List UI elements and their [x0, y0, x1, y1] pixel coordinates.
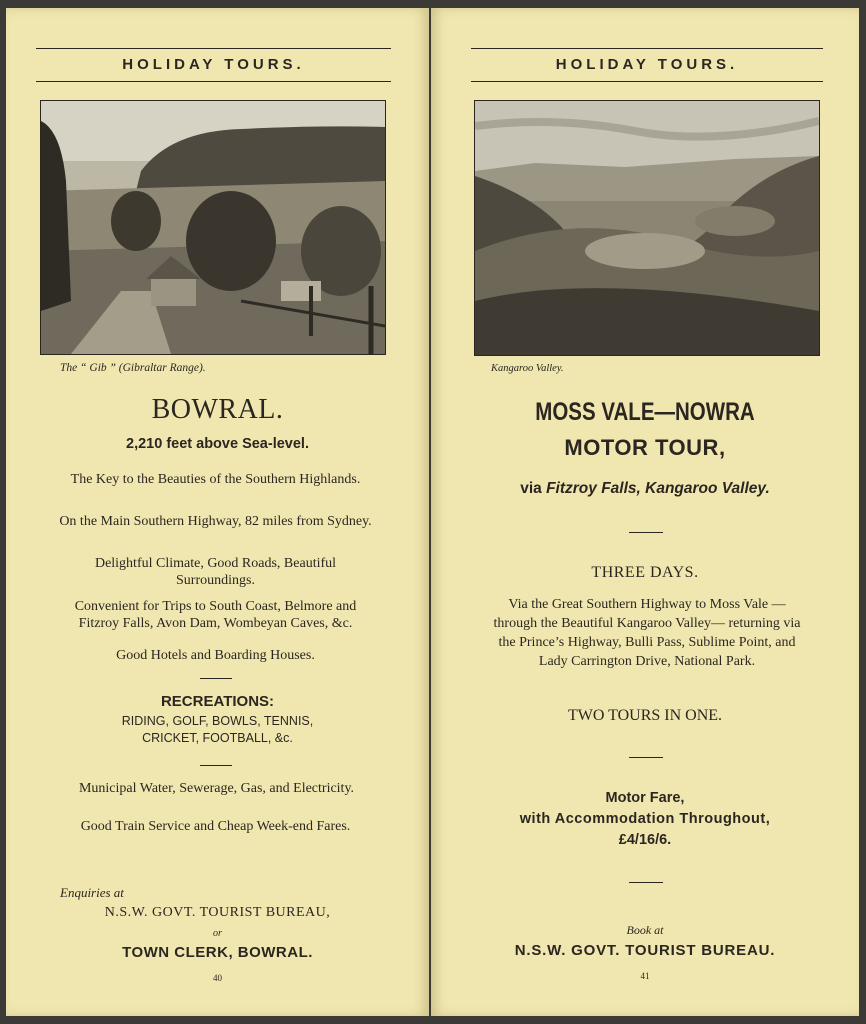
- paragraph-4: Convenient for Trips to South Coast, Belmore and Fitzroy Falls, Avon Dam, Wombeyan Caves, &c.: [74, 599, 357, 631]
- gib-landscape-image: [41, 101, 385, 354]
- page-header: HOLIDAY TOURS.: [36, 48, 391, 82]
- photo-caption: Kangaroo Valley.: [491, 363, 564, 374]
- or-label: or: [213, 928, 222, 939]
- recreations-line-1: RIDING, GOLF, BOWLS, TENNIS,: [121, 714, 314, 728]
- fare-description: with Accommodation Throughout,: [519, 811, 771, 827]
- elevation-subtitle: 2,210 feet above Sea-level.: [126, 436, 309, 452]
- services-1: Municipal Water, Sewerage, Gas, and Electricity.: [78, 781, 355, 796]
- tour-title-2: MOTOR TOUR,: [564, 435, 726, 460]
- page-number: 41: [640, 971, 650, 981]
- divider: [200, 678, 232, 679]
- bureau-name: N.S.W. GOVT. TOURIST BUREAU,: [104, 905, 331, 920]
- fare-price: £4/16/6.: [618, 832, 672, 848]
- recreations-heading: RECREATIONS:: [160, 693, 275, 710]
- divider: [629, 532, 663, 533]
- divider: [629, 882, 663, 883]
- town-clerk: TOWN CLERK, BOWRAL.: [122, 944, 313, 961]
- tour-title: MOSS VALE—NOWRA: [535, 398, 755, 426]
- divider: [200, 765, 232, 766]
- paragraph-5: Good Hotels and Boarding Houses.: [116, 648, 315, 663]
- valley-landscape-image: [475, 101, 819, 355]
- divider: [629, 757, 663, 758]
- bureau-name: N.S.W. GOVT. TOURIST BUREAU.: [514, 942, 776, 959]
- fare-label: Motor Fare,: [605, 790, 685, 806]
- tour-duration: THREE DAYS.: [591, 564, 699, 581]
- book-at-label: Book at: [626, 923, 664, 937]
- kangaroo-valley-photo: [474, 100, 820, 356]
- paragraph-2: On the Main Southern Highway, 82 miles from Sydney.: [59, 514, 372, 529]
- tour-via: [431, 480, 859, 498]
- photo-caption: The “ Gib ” (Gibraltar Range).: [60, 362, 206, 374]
- gib-photo: [40, 100, 386, 355]
- left-page: [6, 8, 429, 1016]
- services-2: Good Train Service and Cheap Week-end Fares.: [80, 819, 351, 834]
- enquiries-label: Enquiries at: [60, 885, 124, 900]
- paragraph-3: Delightful Climate, Good Roads, Beautiful Surroundings.: [94, 556, 337, 588]
- paragraph-1: The Key to the Beauties of the Southern Highlands.: [70, 472, 361, 487]
- right-page: [431, 8, 859, 1016]
- town-title: BOWRAL.: [151, 394, 284, 425]
- page-header: HOLIDAY TOURS.: [471, 48, 823, 82]
- two-tours: TWO TOURS IN ONE.: [567, 707, 723, 724]
- via-text: via Fitzroy Falls, Kangaroo Valley.: [520, 480, 770, 497]
- recreations-line-2: CRICKET, FOOTBALL, &c.: [142, 731, 293, 745]
- tour-route: Via the Great Southern Highway to Moss Vale —through the Beautiful Kangaroo Valley— returning via the Prince’s Highway, Bulli Pass, Sublime Point, and Lady Carrington Drive, National Park.: [493, 597, 801, 669]
- page-number: 40: [213, 973, 222, 983]
